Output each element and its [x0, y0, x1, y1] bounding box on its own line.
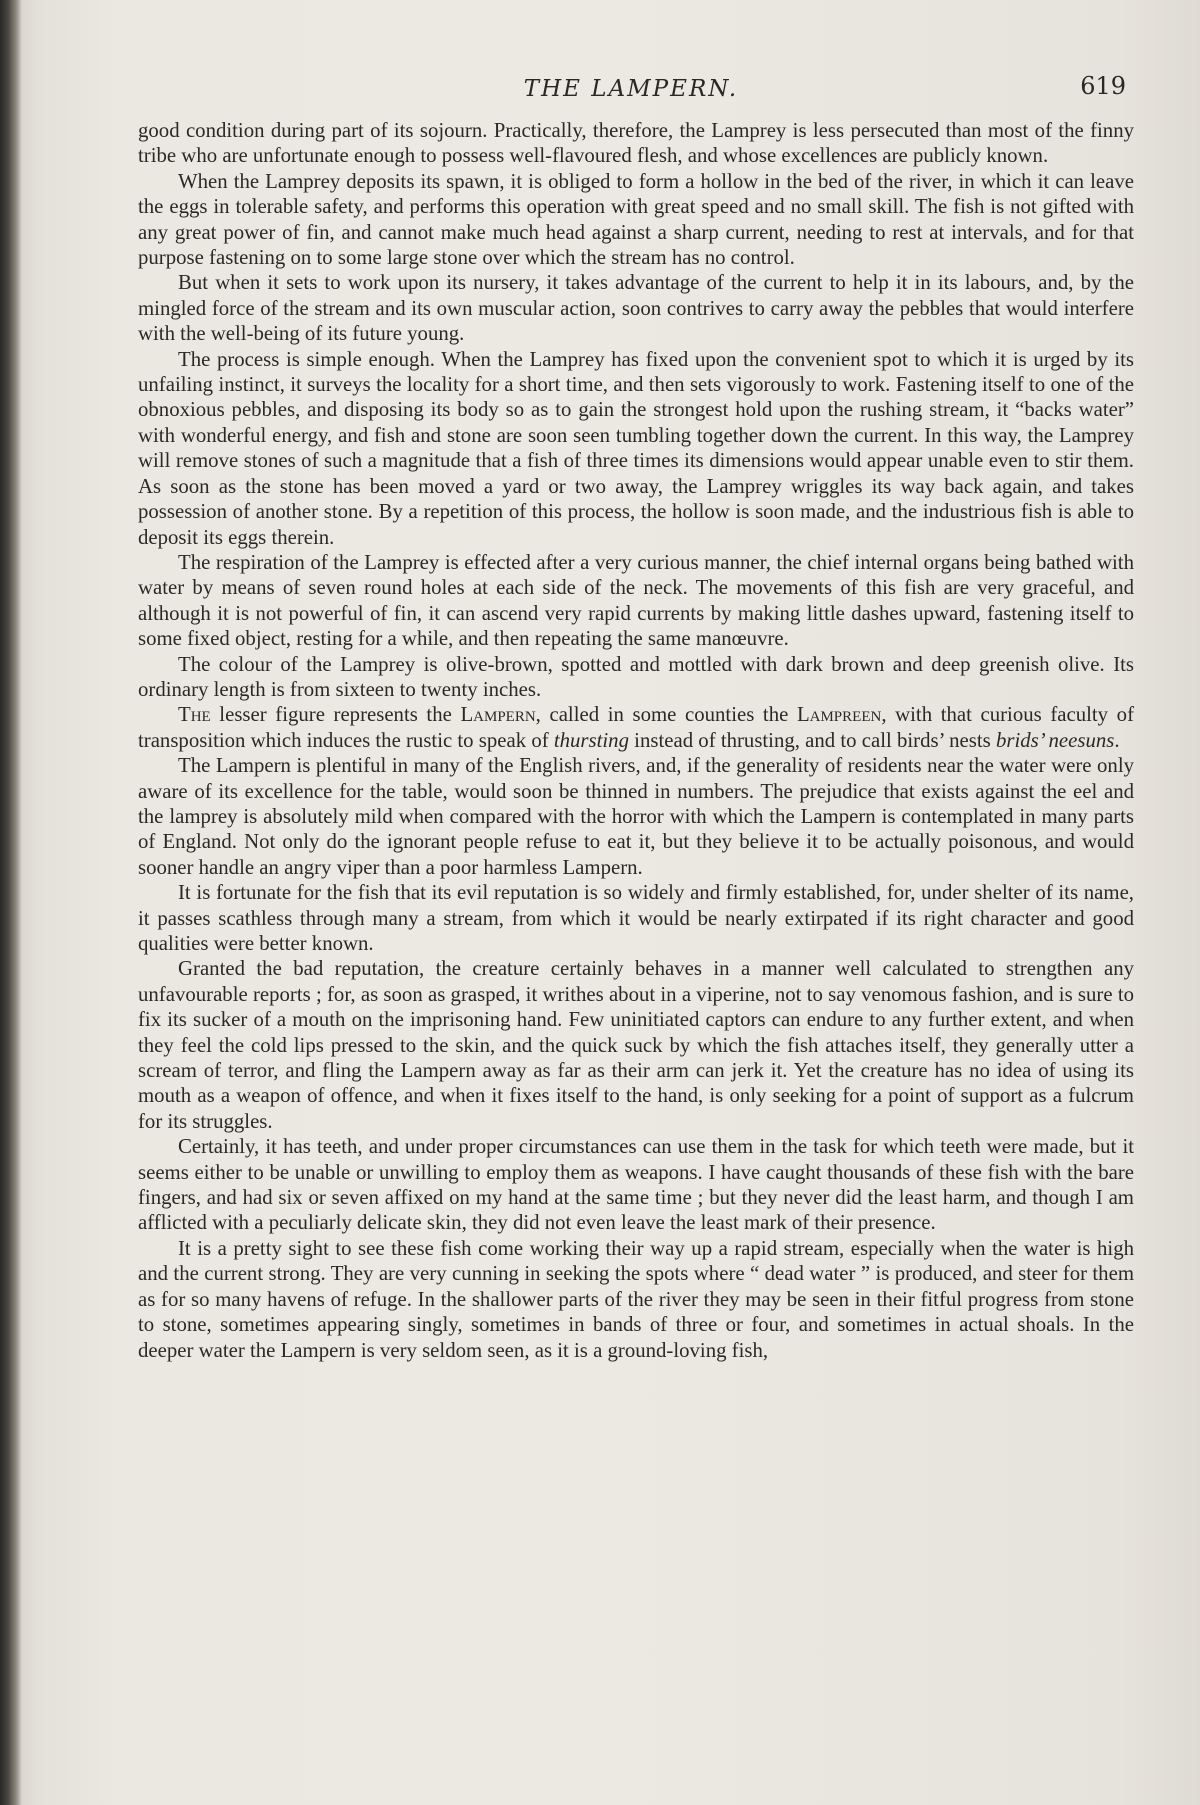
paragraph-5: The respiration of the Lamprey is effected after a very curious manner, the chief internal organs being bathed with water by means of seven round holes at each side of the neck. The movements of this fish are very graceful, and although it is not powerful of fin, it can ascend very rapid currents by making little dashes upward, fastening itself to some fixed object, resting for a while, and then repeating the same manœuvre. [138, 550, 1134, 651]
paragraph-3: But when it sets to work upon its nursery, it takes advantage of the current to help it in its labours, and, by the mingled force of the stream and its own muscular action, soon contrives to carry away the pebbles that would interfere with the well-being of its future young. [138, 271, 1134, 346]
paragraph-10: Granted the bad reputation, the creature certainly behaves in a manner well calculated to strengthen any unfavourable reports ; for, as soon as grasped, it writhes about in a viperine, not to say venomous fashion, and is sure to fix its sucker of a mouth on the imprisoning hand. Few uninitiated captors can endure to any further extent, and when they feel the cold lips pressed to the skin, and the quick suck by which the fish attaches itself, they generally utter a scream of terror, and fling the Lampern away as far as their arm can jerk it. Yet the creature has no idea of using its mouth as a weapon of offence, and when it fixes itself to the hand, is only seeking for a point of support as a fulcrum for its struggles. [138, 957, 1134, 1133]
paragraph-8: The Lampern is plentiful in many of the English rivers, and, if the generality of residents near the water were only aware of its excellence for the table, would soon be thinned in numbers. The prejudice that exists against the eel and the lamprey is absolutely mild when compared with the horror with which the Lampern is contemplated in many parts of England. Not only do the ignorant people refuse to eat it, but they believe it to be actually poisonous, and would sooner handle an angry viper than a poor harmless Lampern. [138, 754, 1134, 879]
paragraph-7-text-d: instead of thrusting, and to call birds’ nests [628, 728, 996, 752]
body-text [138, 118, 1134, 1363]
paragraph-7-text-c: , with that curious faculty of transposition which induces the rustic to speak of [138, 703, 1134, 752]
paragraph-7 [138, 702, 1134, 753]
paragraph-7-text-e: . [1114, 728, 1120, 752]
paragraph-1: good condition during part of its sojourn. Practically, therefore, the Lamprey is less persecuted than most of the finny tribe who are unfortunate enough to possess well-flavoured flesh, and whose excellences are publicly known. [138, 119, 1134, 168]
page-number: 619 [1080, 72, 1126, 100]
paragraph-9: It is fortunate for the fish that its evil reputation is so widely and firmly established, for, under shelter of its name, it passes scathless through many a stream, from which it would be nearly extirpated if its right character and good qualities were better known. [138, 881, 1134, 955]
paragraph-6: The colour of the Lamprey is olive-brown, spotted and mottled with dark brown and deep greenish olive. Its ordinary length is from sixteen to twenty inches. [138, 652, 1134, 701]
paragraph-4: The process is simple enough. When the Lamprey has fixed upon the convenient spot to which it is urged by its unfailing instinct, it surveys the locality for a short time, and then sets vigorously to work. Fastening itself to one of the obnoxious pebbles, and disposing its body so as to gain the strongest hold upon the rushing stream, it “backs water” with wonderful energy, and fish and stone are soon seen tumbling together down the current. In this way, the Lamprey will remove stones of such a magnitude that a fish of three times its dimensions would appear unable even to stir them. As soon as the stone has been moved a yard or two away, the Lamprey wriggles its way back again, and takes possession of another stone. By a repetition of this process, the hollow is soon made, and the industrious fish is able to deposit its eggs therein. [138, 347, 1134, 549]
thursting-word: thursting [553, 728, 629, 752]
paragraph-12: It is a pretty sight to see these fish come working their way up a rapid stream, especially when the water is high and the current strong. They are very cunning in seeking the spots where “ dead water ” is produced, and steer for them as for so many havens of refuge. In the shallower parts of the river they may be seen in their fitful progress from stone to stone, sometimes appearing singly, sometimes in bands of three or four, and sometimes in actual shoals. In the deeper water the Lampern is very seldom seen, as it is a ground-loving fish, [138, 1236, 1134, 1362]
paragraph-2: When the Lamprey deposits its spawn, it is obliged to form a hollow in the bed of the river, in which it can leave the eggs in tolerable safety, and performs this operation with great speed and no small skill. The fish is not gifted with any great power of fin, and cannot make much head against a sharp current, needing to rest at intervals, and for that purpose fastening on to some large stone over which the stream has no control. [138, 169, 1134, 270]
running-title: THE LAMPERN. [523, 76, 739, 102]
brids-neesuns-phrase: brids’ neesuns [995, 728, 1115, 752]
binding-edge [0, 0, 22, 1805]
paragraph-7-text-b: , called in some counties the [535, 703, 797, 727]
paragraph-7-lead-word: The [178, 703, 211, 727]
paragraph-11: Certainly, it has teeth, and under proper circumstances can use them in the task for which teeth were made, but it seems either to be unable or unwilling to employ them as weapons. I have caught thousands of these fish with the bare fingers, and had six or seven affixed on my hand at the same time ; but they never did the least harm, and though I am afflicted with a peculiarly delicate skin, they did not even leave the least mark of their presence. [138, 1135, 1134, 1235]
paragraph-7-text-a: lesser figure represents the [210, 703, 461, 727]
lampern-name: Lampern [460, 703, 536, 727]
page-header [136, 72, 1126, 112]
lampreen-name: Lampreen [796, 703, 882, 727]
